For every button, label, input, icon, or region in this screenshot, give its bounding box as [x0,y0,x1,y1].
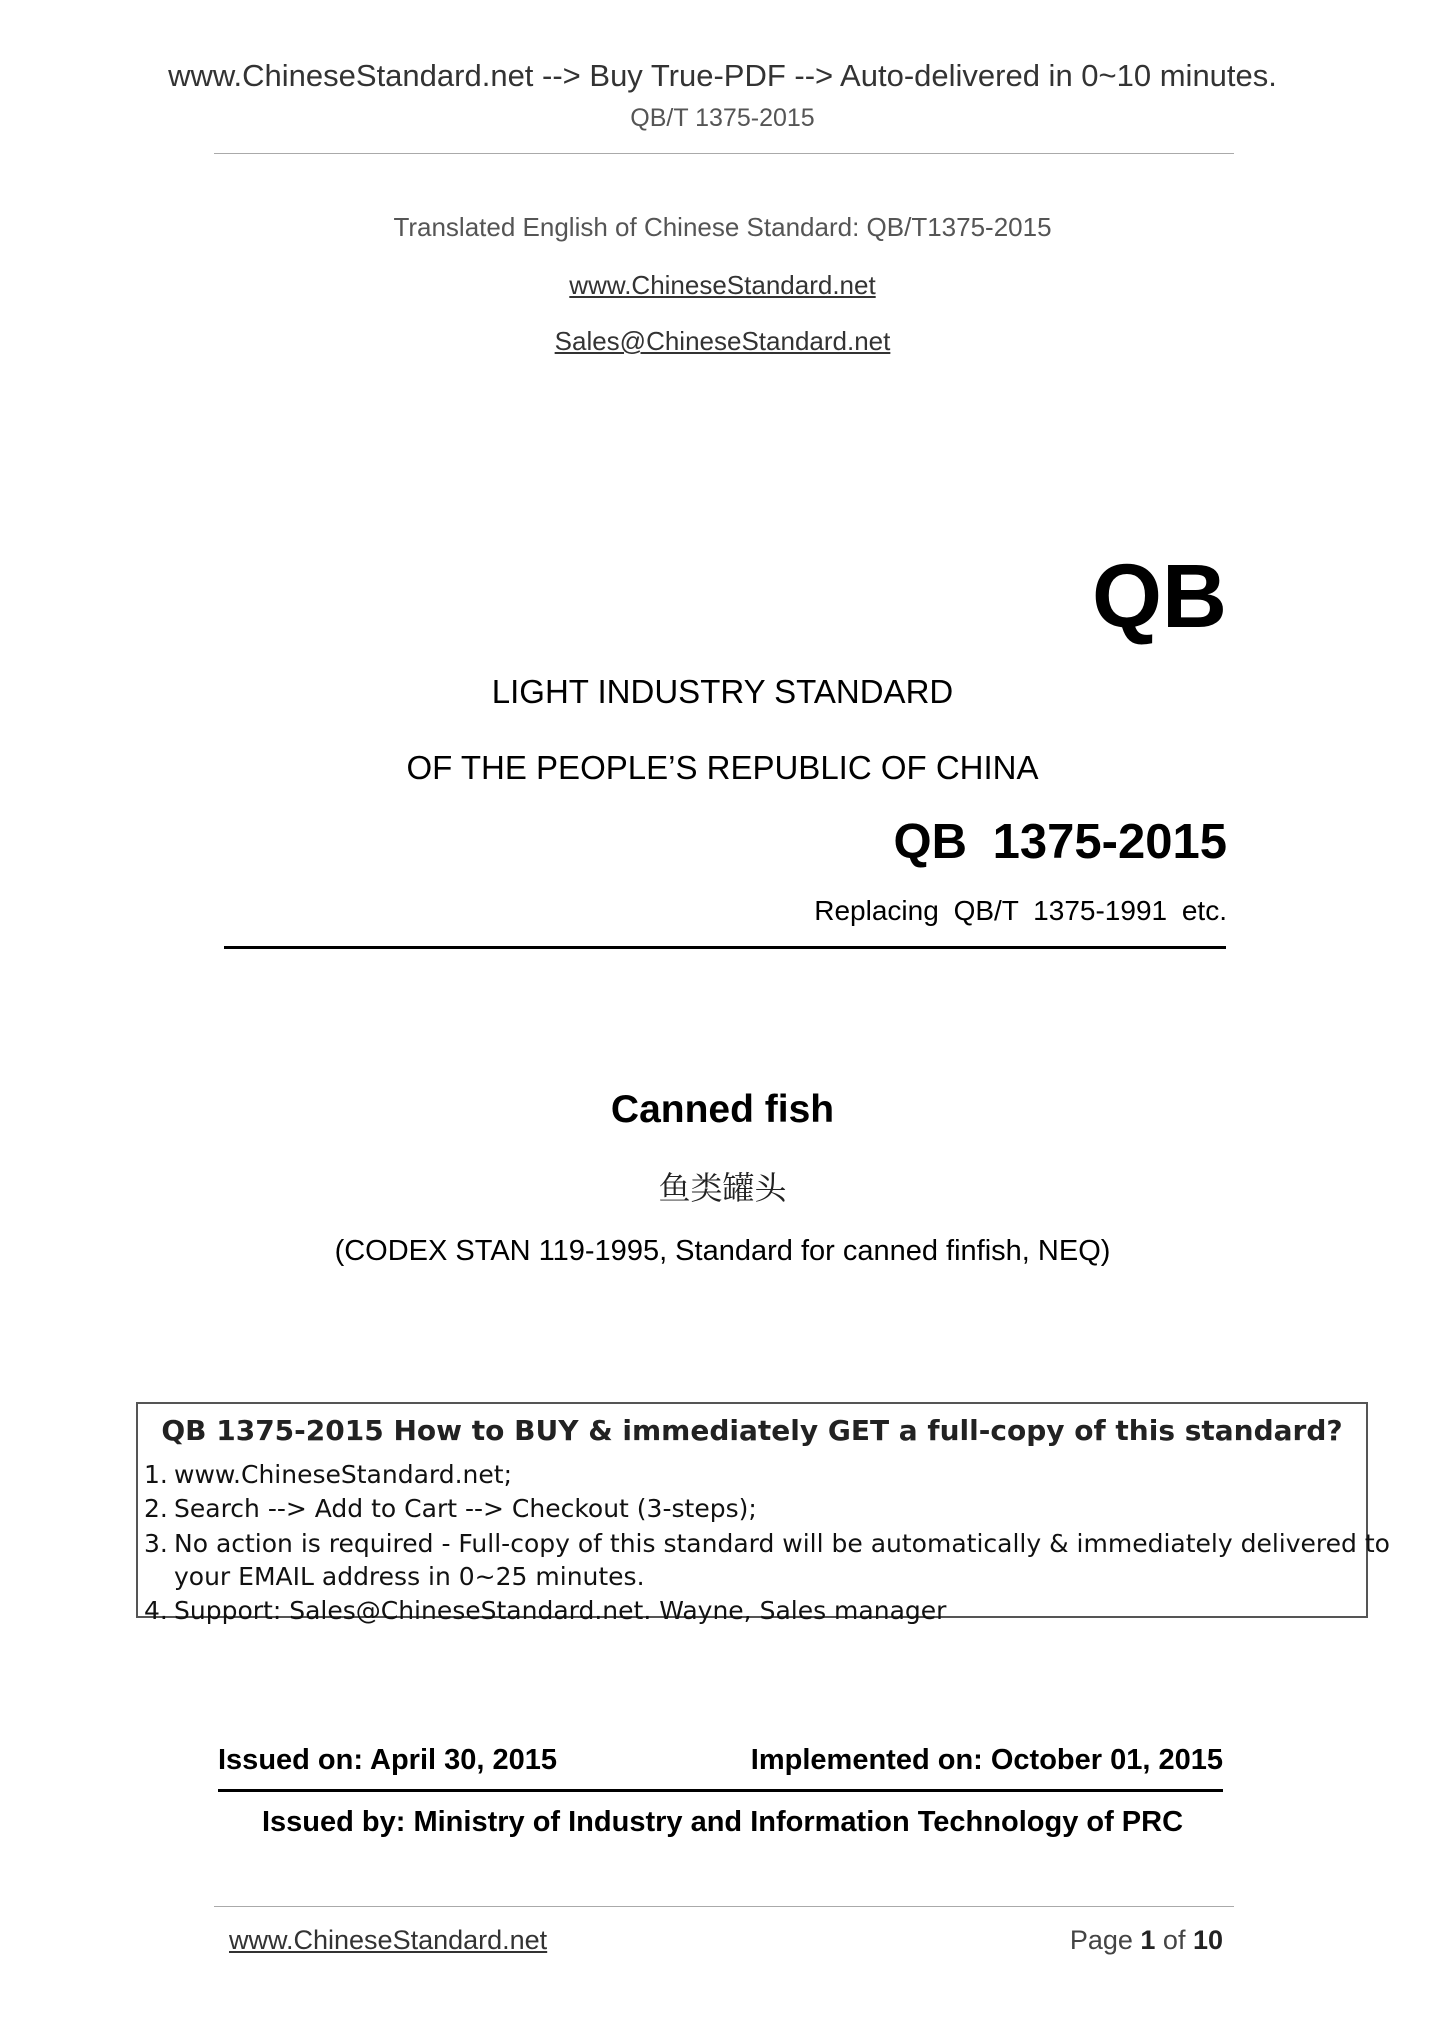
page-separator: of [1155,1925,1193,1955]
buy-instructions-box [136,1402,1390,1625]
header-divider [214,153,1234,154]
footer-site-link[interactable]: www.ChineseStandard.net [229,1925,548,1955]
buy-step-continuation [174,1562,645,1591]
buy-step-number: 2. [144,1494,168,1523]
footer-divider [214,1906,1234,1907]
implemented-on: Implemented on: October 01, 2015 [750,1744,1223,1776]
issued-on: Issued on: April 30, 2015 [218,1744,557,1776]
page-label: Page [1069,1925,1141,1955]
buy-box-title: QB 1375-2015 How to BUY & immediately GET a full-copy of this standard? [161,1414,1343,1447]
buy-step-text: www.ChineseStandard.net; [174,1460,513,1489]
standard-number: QB 1375-2015 [893,815,1227,869]
buy-step-text: No action is required - Full-copy of this standard will be automatically & immediately delivered to [174,1529,1390,1558]
document-title: Canned fish [610,1088,835,1131]
codex-reference: (CODEX STAN 119-1995, Standard for canned finfish, NEQ) [334,1235,1111,1267]
replacing-note: Replacing QB/T 1375-1991 etc. [814,895,1227,926]
buy-step [144,1529,1390,1558]
top-banner: www.ChineseStandard.net --> Buy True-PDF --> Auto-delivered in 0~10 minutes. [168,58,1277,93]
qb-mark: QB [1092,547,1227,647]
page-total: 10 [1192,1925,1223,1955]
buy-step [144,1460,512,1489]
buy-step-number: 1. [144,1460,168,1489]
issued-by: Issued by: Ministry of Industry and Information Technology of PRC [261,1806,1184,1838]
buy-step-text: your EMAIL address in 0~25 minutes. [174,1562,645,1591]
sales-email-link[interactable]: Sales@ChineseStandard.net [554,326,891,356]
buy-step [144,1596,946,1625]
issue-divider [218,1789,1223,1792]
translated-line: Translated English of Chinese Standard: QB/T1375-2015 [393,212,1052,242]
page-current: 1 [1140,1925,1156,1955]
standard-category-line2: OF THE PEOPLE’S REPUBLIC OF CHINA [406,749,1039,786]
header-code: QB/T 1375-2015 [630,104,815,132]
standard-divider [224,946,1226,949]
standard-category-line1: LIGHT INDUSTRY STANDARD [491,673,954,710]
buy-step [144,1494,757,1523]
page-number [1070,1925,1223,1956]
buy-step-text: Search --> Add to Cart --> Checkout (3-steps); [174,1494,757,1523]
buy-step-text: Support: Sales@ChineseStandard.net. Wayne, Sales manager [174,1596,947,1625]
buy-step-number: 3. [144,1529,168,1558]
buy-step-number: 4. [144,1596,168,1625]
site-link[interactable]: www.ChineseStandard.net [569,270,876,300]
document-title-chinese: 鱼类罐头 [658,1169,787,1207]
